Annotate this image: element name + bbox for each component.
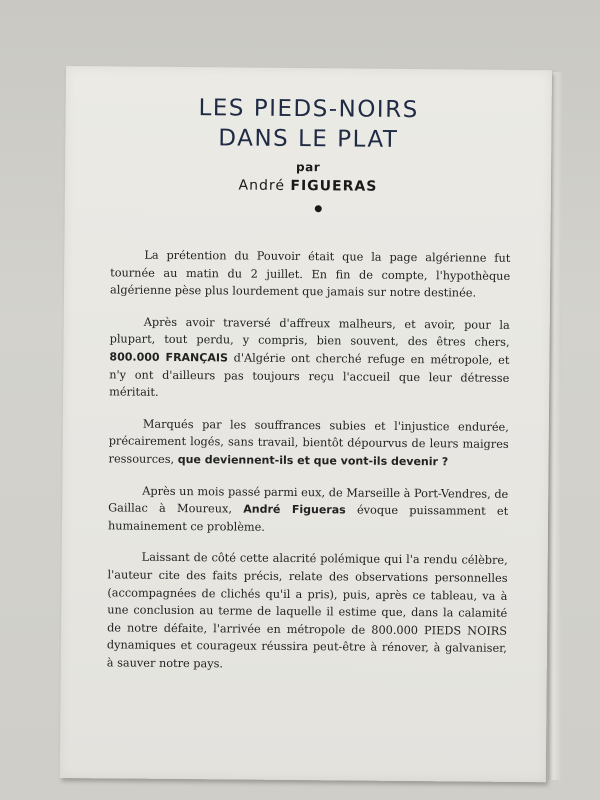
blurb-text (107, 246, 511, 689)
p4-text-c: évoque puissamment et humainement ce problème. (107, 503, 509, 534)
by-label: par (296, 160, 321, 175)
book-back-cover (60, 66, 552, 782)
title-line-2: DANS LE PLAT (218, 125, 399, 153)
paragraph-3 (108, 415, 508, 471)
paragraph-5: Laissant de côté cette alacrité polémique qui l'a rendu célèbre, l'auteur cite des faits précis, relate des observations personnelles (accompagnées de clichés qu'il a pris), puis, après ce tableau, va à une conclusion au terme de laquelle il estime que, dans la calamité de notre défaite, l'arrivée en métropole de 800.000 PIEDS NOIRS dynamiques et courageux réussira peut-être à rénover, à galvaniser, à sauver notre pays. (106, 550, 508, 671)
p4-bold: André Figueras (243, 502, 346, 517)
p2-text-c: d'Algérie ont cherché refuge en métropole, et n'y ont d'ailleurs pas toujours reçu l'accueil que leur détresse méritait. (109, 351, 510, 399)
paragraph-4 (108, 482, 508, 538)
paragraph-1: La prétention du Pouvoir était que la page algérienne fut tournée au matin du 2 juillet. En fin de compte, l'hypothèque algérienne pèse plus lourdement que jamais sur notre destinée. (109, 248, 511, 300)
author-last-name: FIGUERAS (290, 177, 378, 195)
p3-bold: que deviennent-ils et que vont-ils devenir ? (177, 452, 449, 469)
bullet-ornament (315, 205, 322, 212)
author-name (65, 176, 551, 196)
paragraph-2 (109, 313, 510, 404)
title-line-1: LES PIEDS-NOIRS (198, 95, 419, 124)
p3-text-a: Marqués par les souffrances subies et l'injustice endurée, précairement logés, sans travail, bientôt dépourvus de leurs maigres ressources, (108, 417, 509, 466)
p2-text-a: Après avoir traversé d'affreux malheurs, et avoir, pour la plupart, tout perdu, y compris, bien souvent, des êtres chers, (109, 315, 510, 350)
p4-text-a: Après un mois passé parmi eux, de Marseille à Port-Vendres, de Gaillac à Moureux, (108, 484, 509, 516)
p2-bold: 800.000 FRANÇAIS (109, 350, 228, 365)
author-first-name: André (238, 177, 286, 194)
